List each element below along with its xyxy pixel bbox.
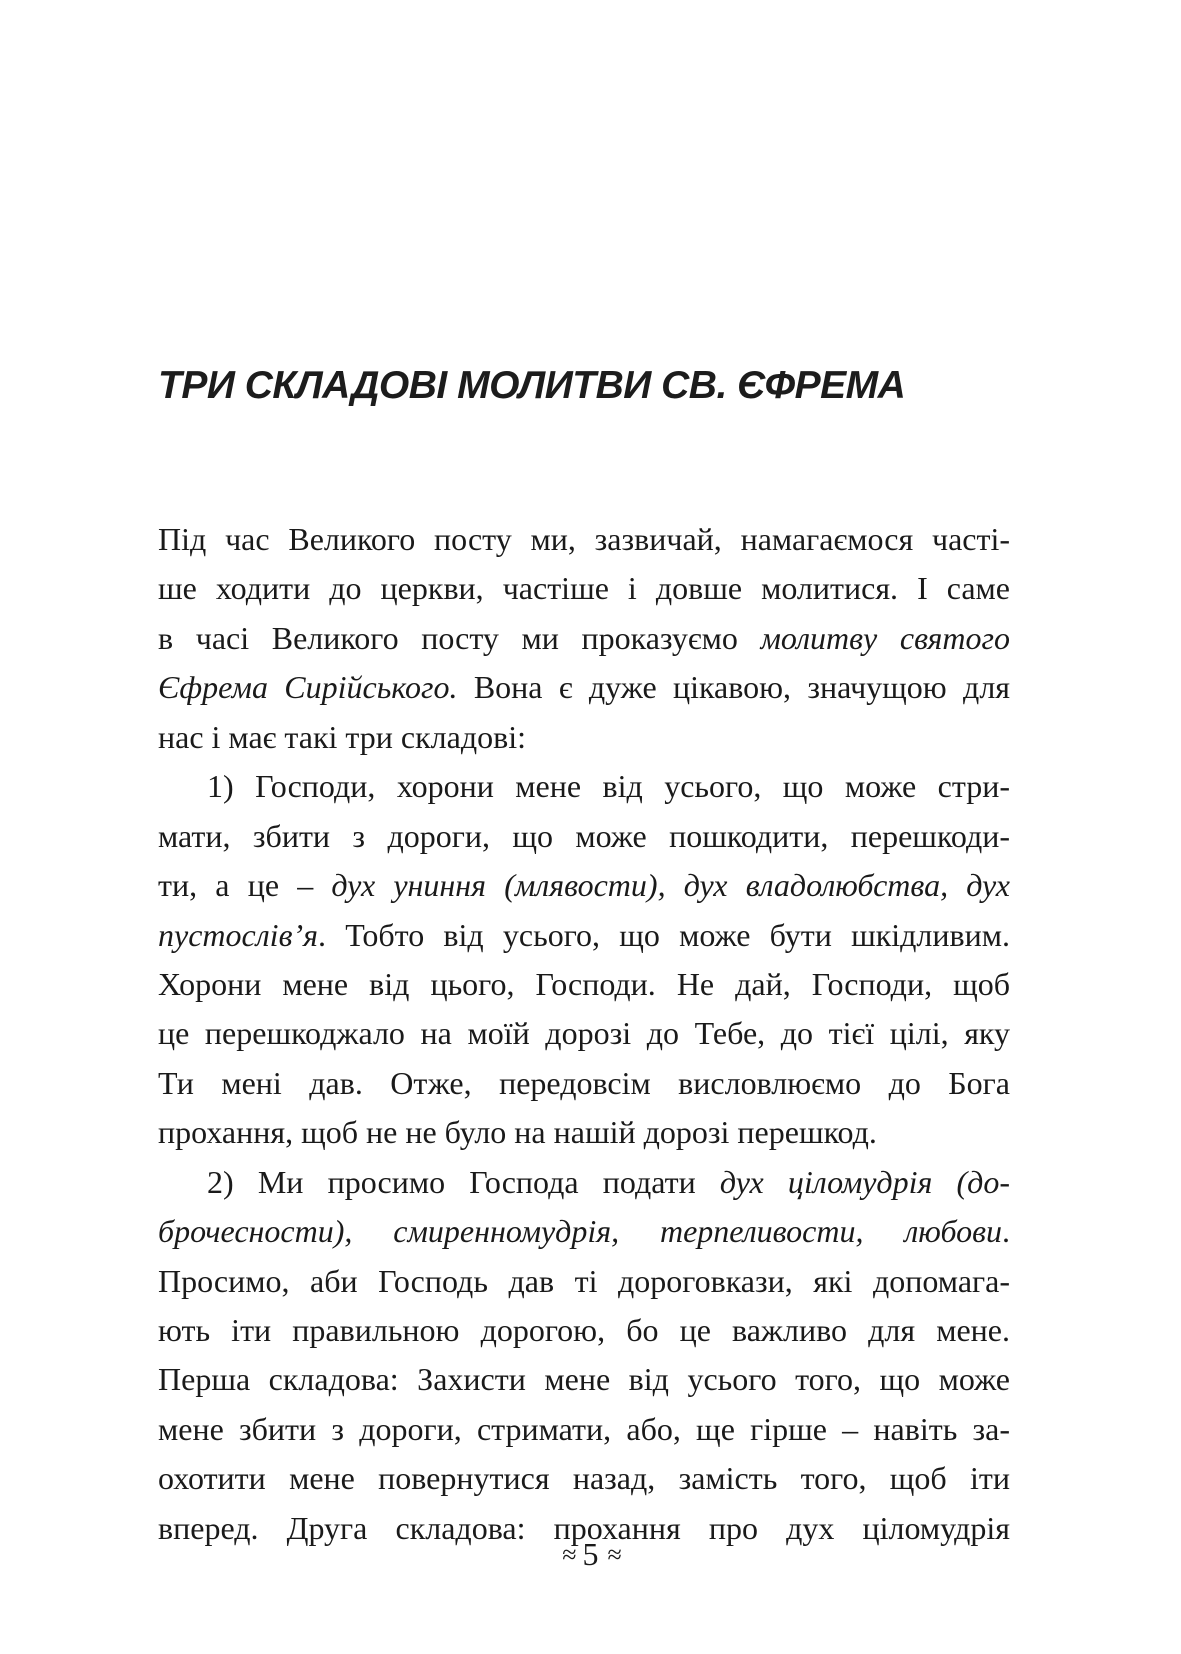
text-line (158, 1454, 1010, 1503)
text-line (158, 1158, 1010, 1207)
italic-text: дух цiломудрія (до- (719, 1163, 1011, 1200)
text-line (158, 1108, 1010, 1157)
text-run: 2) Ми просимо Господа подати (207, 1163, 720, 1200)
body-text (158, 515, 1010, 1553)
text-line (158, 614, 1010, 663)
text-run: Ти мені дав. Отже, передовсім висловлюємо до Бога (158, 1064, 1010, 1101)
page-number: 5 (582, 1536, 599, 1572)
text-line (158, 1207, 1010, 1256)
text-line (158, 812, 1010, 861)
italic-text: пустослів’я (158, 916, 318, 953)
text-run: Перша складова: Захисти мене від усього того, що може (158, 1361, 1010, 1398)
text-run: це перешкоджало на моїй дорозі до Тебе, до тієї цілі, яку (158, 1015, 1010, 1052)
text-run: в часі Великого посту ми проказуємо (158, 619, 761, 656)
italic-text: молитву святого (760, 619, 1011, 656)
left-ornament: ≈ (562, 1540, 574, 1569)
italic-text: Єфрема Сирійського. (158, 669, 458, 706)
text-line (158, 663, 1010, 712)
text-run: Хорони мене від цього, Господи. Не дай, Господи, щоб (158, 965, 1010, 1002)
text-run: вперед. Друга складова: прохання про дух цiломудрія (158, 1509, 1010, 1546)
text-run: ти, а це – (158, 867, 332, 904)
text-line (158, 1306, 1010, 1355)
text-line (158, 1257, 1010, 1306)
text-line (158, 960, 1010, 1009)
chapter-heading: ТРИ СКЛАДОВІ МОЛИТВИ СВ. ЄФРЕМА (158, 364, 906, 407)
right-ornament: ≈ (607, 1540, 619, 1569)
text-line (158, 1009, 1010, 1058)
italic-text: дух униння (млявости), дух владолюбства, дух (331, 867, 1010, 904)
text-line (158, 911, 1010, 960)
text-run: прохання, щоб не не було на нашій дорозі перешкод. (158, 1114, 877, 1151)
text-line (158, 861, 1010, 910)
text-line (158, 1405, 1010, 1454)
text-run: . (1002, 1213, 1010, 1250)
page-number-footer (0, 1534, 1181, 1575)
text-run: Під час Великого посту ми, зазвичай, намагаємося часті- (158, 521, 1010, 557)
text-run: Вона є дуже цікавою, значущою для (457, 669, 1011, 706)
text-line (158, 515, 1010, 564)
text-run: мати, збити з дороги, що може пошкодити, перешкоди- (158, 817, 1010, 854)
italic-text: брочесности), смиренномудрія, терпеливости, любови (158, 1213, 1002, 1250)
text-run: Просимо, аби Господь дав ті дороговкази, які допомага- (158, 1262, 1010, 1299)
text-run: мене збити з дороги, стримати, або, ще гірше – навіть за- (158, 1410, 1010, 1447)
text-run: нас і має такі три складові: (158, 718, 526, 755)
text-line (158, 1059, 1010, 1108)
text-run: ше ходити до церкви, частіше і довше молитися. І саме (158, 570, 1010, 607)
text-line (158, 762, 1010, 811)
text-line (158, 564, 1010, 613)
text-line (158, 1355, 1010, 1404)
text-run: охотити мене повернутися назад, замість того, щоб іти (158, 1460, 1010, 1497)
text-run: . Тобто від усього, що може бути шкідливим. (317, 916, 1010, 953)
text-line (158, 713, 1010, 762)
text-run: 1) Господи, хорони мене від усього, що може стри- (207, 768, 1010, 805)
text-run: ють іти правильною дорогою, бо це важливо для мене. (158, 1312, 1010, 1348)
